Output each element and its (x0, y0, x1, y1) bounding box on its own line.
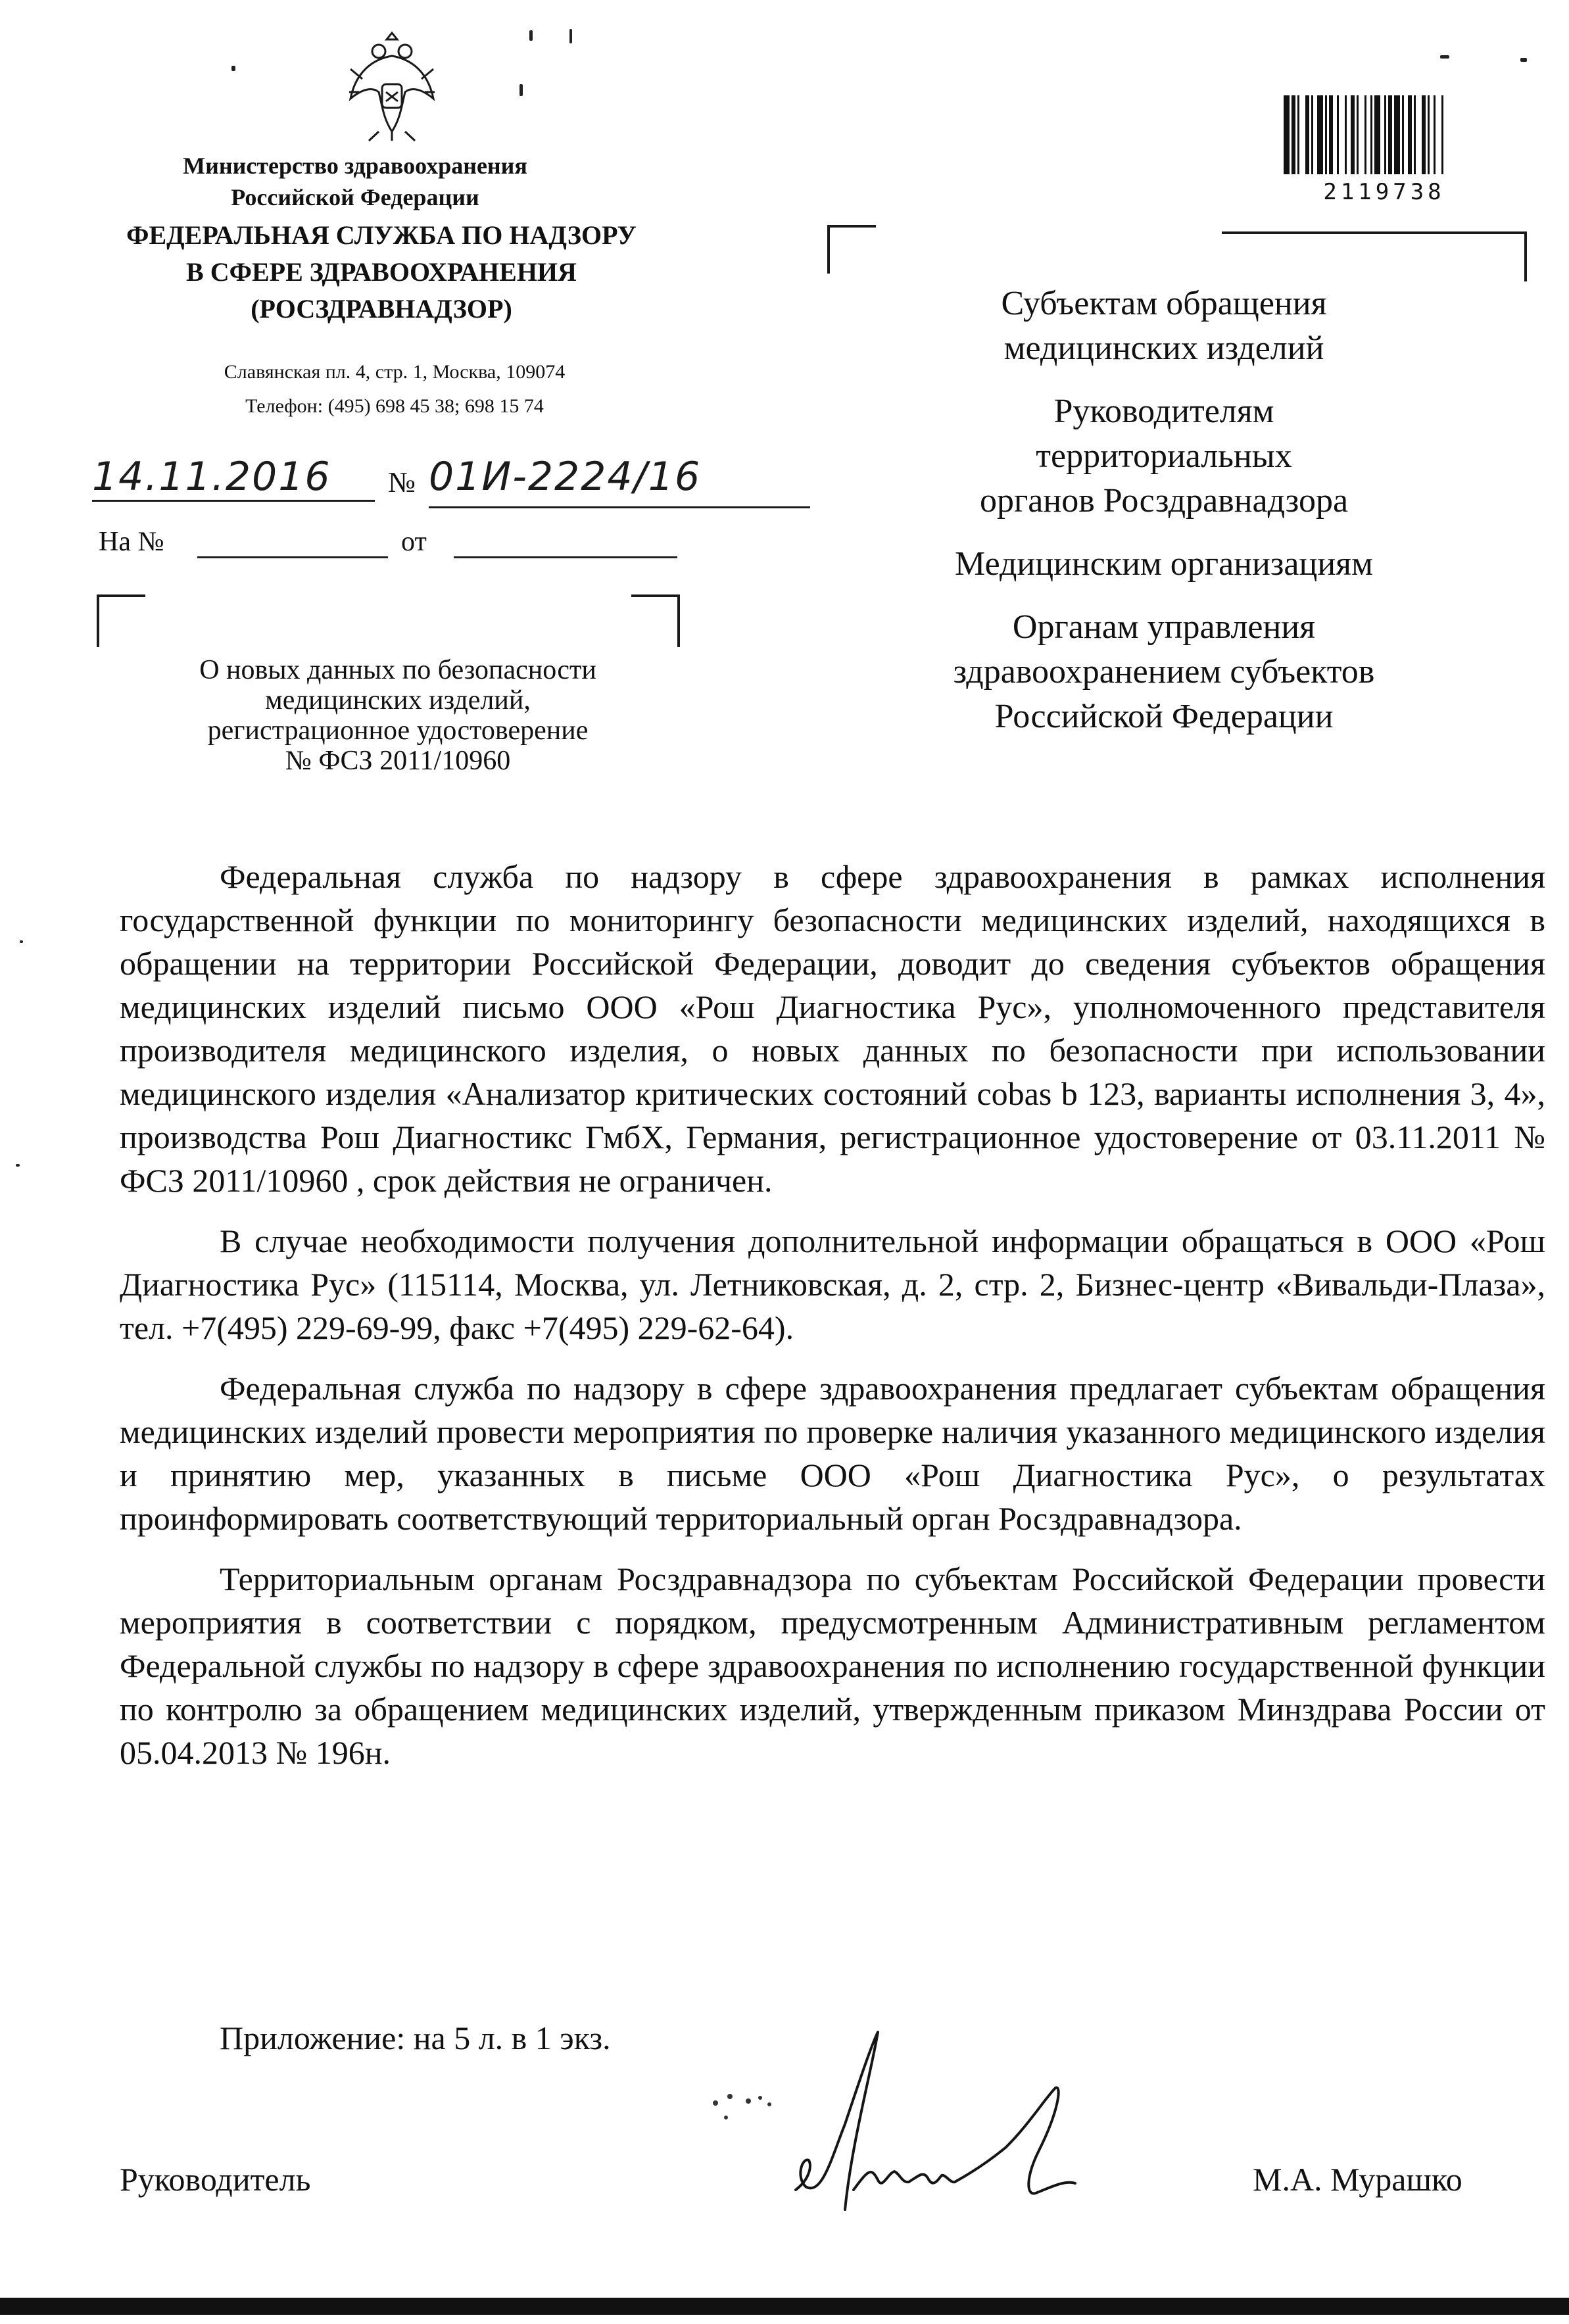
service-line: В СФЕРЕ ЗДРАВООХРАНЕНИЯ (186, 257, 577, 287)
letter-body (120, 855, 1545, 1791)
barcode-bar (1428, 95, 1430, 174)
barcode-bar (1370, 95, 1372, 174)
scan-speck (569, 29, 572, 43)
service-line: (РОСЗДРАВНАДЗОР) (251, 294, 512, 324)
body-paragraph: В случае необходимости получения дополнительной информации обращаться в ООО «Рош Диагностика Рус» (115114, Москва, ул. Летниковская, д. 2, стр. 2, Бизнес-центр «Вивальди-Плаза», тел. +7(495) 229-69-99, факс +7(495) 229-62-64). (120, 1223, 1545, 1346)
scan-speck (1520, 58, 1527, 62)
service-line: ФЕДЕРАЛЬНАЯ СЛУЖБА ПО НАДЗОРУ (126, 220, 637, 250)
subject-bracket-left (97, 594, 145, 647)
postal-address: Славянская пл. 4, стр. 1, Москва, 109074 (224, 361, 566, 383)
barcode-bar (1364, 95, 1366, 174)
barcode-bar (1317, 95, 1323, 174)
registration-date: 14.11.2016 (92, 454, 375, 502)
registration-number-label: № (388, 466, 416, 498)
barcode-bar (1422, 95, 1426, 174)
attachment-note: Приложение: на 5 л. в 1 экз. (220, 2020, 611, 2056)
scan-speck (20, 940, 23, 943)
letter-subject (125, 655, 671, 776)
registration-number: 01И-2224/16 (429, 454, 810, 508)
barcode-bar (1394, 95, 1400, 174)
signatory-position: Руководитель (120, 2161, 311, 2198)
addressee (881, 542, 1447, 587)
reply-to-number-blank (197, 556, 388, 558)
addressee (881, 605, 1447, 739)
barcode-bar (1384, 95, 1386, 174)
reply-to-label: На № (99, 527, 164, 557)
addressee-line: Органам управления (1012, 608, 1316, 646)
ministry-line: Российской Федерации (231, 184, 479, 210)
subject-line: медицинских изделий, (265, 685, 531, 715)
signatory-name: М.А. Мурашко (1253, 2161, 1462, 2198)
reply-from-date-blank (454, 556, 677, 558)
barcode-bar (1291, 95, 1295, 174)
barcode-bar (1297, 95, 1299, 174)
barcode-bar (1388, 95, 1392, 174)
scan-speck (16, 1164, 20, 1167)
scan-bottom-edge (0, 2298, 1569, 2315)
addressee-line: органов Росздравнадзора (979, 482, 1349, 520)
subject-line: О новых данных по безопасности (199, 655, 596, 685)
barcode-number: 2119738 (1323, 179, 1445, 205)
scan-speck (529, 30, 533, 41)
addressee-line: Субъектам обращения (1001, 285, 1327, 322)
addressee-line: медицинских изделий (1003, 329, 1324, 367)
subject-bracket-right (631, 594, 680, 647)
scan-speck (1440, 55, 1449, 59)
barcode-bar (1329, 95, 1333, 174)
addressee-line: Российской Федерации (994, 698, 1334, 735)
addressee-line: Руководителям (1053, 393, 1274, 430)
addressee-list (881, 281, 1447, 758)
barcode-bar (1408, 95, 1412, 174)
barcode-bar (1402, 95, 1404, 174)
barcode-bar (1337, 95, 1339, 174)
barcode-bar (1305, 95, 1309, 174)
subject-line: № ФСЗ 2011/10960 (285, 746, 511, 776)
barcode-icon (1282, 95, 1483, 187)
reply-from-label: от (401, 527, 427, 557)
barcode-bar (1351, 95, 1355, 174)
address-block (125, 355, 664, 424)
addressee-line: Медицинским организациям (955, 545, 1373, 583)
barcode-bar (1357, 95, 1359, 174)
body-paragraph: Федеральная служба по надзору в сфере здравоохранения в рамках исполнения государственной функции по мониторингу безопасности медицинских изделий, находящихся в обращении на территории Российской Федерации, доводит до сведения субъектов обращения медицинских изделий письмо ООО «Рош Диагностика Рус», уполномоченного представителя производителя медицинского изделия, о новых данных по безопасности при использовании медицинского изделия «Анализатор критических состояний cobas b 123, варианты исполнения 3, 4», производства Рош Диагностикс ГмбХ, Германия, регистрационное удостоверение от 03.11.2011 № ФСЗ 2011/10960 , срок действия не ограничен. (120, 858, 1545, 1199)
barcode-bar (1311, 95, 1313, 174)
ministry-name (125, 150, 585, 213)
body-paragraph: Федеральная служба по надзору в сфере здравоохранения предлагает субъектам обращения медицинских изделий провести мероприятия по проверке наличия указанного медицинского изделия и принятию мер, указанных в письме ООО «Рош Диагностика Рус», о результатах проинформировать соответствующий территориальный орган Росздравнадзора. (120, 1370, 1545, 1537)
ministry-line: Министерство здравоохранения (183, 153, 527, 179)
barcode-bar (1284, 95, 1290, 174)
phone-numbers: Телефон: (495) 698 45 38; 698 15 74 (245, 395, 544, 417)
addressee (881, 389, 1447, 523)
barcode-bar (1374, 95, 1380, 174)
body-paragraph: Территориальным органам Росздравнадзора по субъектам Российской Федерации провести мероприятия в соответствии с порядком, предусмотренным Административным регламентом Федеральной службы по надзору в сфере здравоохранения по исполнению государственной функции по контролю за обращением медицинских изделий, утвержденным приказом Минздрава России от 05.04.2013 № 196н. (120, 1561, 1545, 1771)
coat-of-arms-emblem-icon (343, 26, 441, 143)
addressee-line: территориальных (1036, 437, 1292, 475)
scan-speck (231, 66, 235, 71)
barcode-bar (1414, 95, 1416, 174)
barcode-bar (1434, 95, 1436, 174)
barcode-bar (1441, 95, 1443, 174)
addressee (881, 281, 1447, 371)
service-name (85, 217, 677, 327)
addressee-bracket-left (827, 225, 876, 274)
scan-speck (519, 84, 523, 96)
addressee-line: здравоохранением субъектов (953, 653, 1375, 690)
addressee-bracket-right (1222, 231, 1527, 281)
handwritten-signature-icon (697, 2025, 1118, 2236)
subject-line: регистрационное удостоверение (207, 715, 589, 746)
barcode-bar (1325, 95, 1327, 174)
barcode-bar (1345, 95, 1347, 174)
